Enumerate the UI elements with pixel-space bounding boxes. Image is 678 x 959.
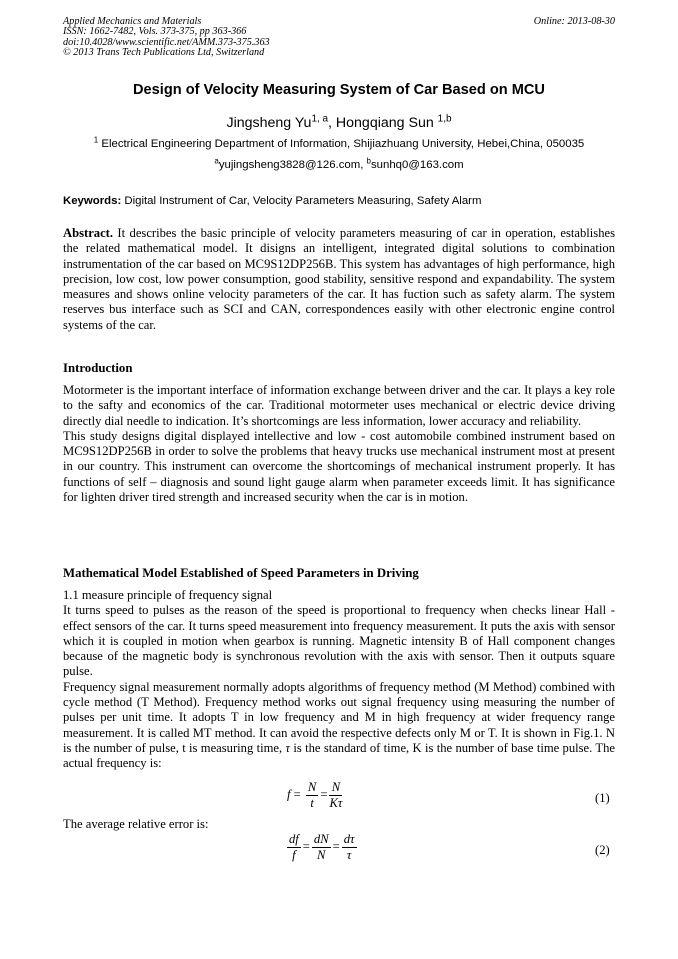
eq-operator: = (302, 839, 310, 854)
equation-number-2: (2) (595, 843, 610, 857)
email-line (63, 156, 615, 171)
eq-operator: = (332, 839, 340, 854)
equation-number-1: (1) (595, 791, 610, 805)
affiliation-text: Electrical Engineering Department of Information, Shijiazhuang University, Hebei,China, 050035 (98, 138, 585, 150)
fraction (287, 832, 301, 863)
keywords-text: Digital Instrument of Car, Velocity Parameters Measuring, Safety Alarm (121, 195, 482, 207)
equation-2 (285, 832, 359, 863)
paragraph: It turns speed to pulses as the reason of the speed is proportional to frequency when checks linear Hall - effect sensors of the car. It turns speed measurement into frequency measurement. It puts the axis with sensor which it is coupled in motion when gearbox is running. Magnetic intensity B of Hall component changes because of the magnetic body is synchronous revolution with the axis with sensor. Then it outputs square pulse. (63, 603, 615, 679)
author-name: Jingsheng Yu (226, 115, 312, 131)
numerator: N (329, 780, 342, 796)
section-heading-introduction: Introduction (63, 361, 133, 375)
journal-name: Applied Mechanics and Materials (63, 16, 202, 27)
abstract (63, 226, 615, 333)
denominator: τ (346, 848, 352, 862)
denominator: Kτ (329, 796, 343, 810)
fraction (312, 832, 331, 863)
numerator: dN (313, 832, 329, 846)
denominator: N (317, 848, 326, 862)
keywords (63, 195, 615, 207)
fraction (329, 780, 342, 811)
email-a: yujingsheng3828@126.com, (218, 159, 367, 171)
subsection-heading: 1.1 measure principle of frequency signal (63, 588, 273, 602)
online-date: Online: 2013-08-30 (533, 16, 615, 27)
email-superscript: a (214, 156, 219, 166)
equation-1 (287, 780, 344, 811)
journal-header (63, 17, 615, 59)
section-heading-model: Mathematical Model Established of Speed Parameters in Driving (63, 566, 419, 580)
affiliation-superscript: 1 (93, 135, 99, 145)
issn-line: ISSN: 1662-7482, Vols. 373-375, pp 363-366 (63, 26, 247, 38)
author-superscript: 1,b (437, 113, 452, 125)
eq-symbol: f (287, 787, 291, 802)
paragraph: This study designs digital displayed intellective and low - cost automobile combined instrument based on MC9S12DP256B in order to solve the problems that heavy trucks use mechanical instrument most at present in our country. This instrument can overcome the shortcomings of mechanical instrument properly. It has functions of self – diagnosis and sound light gauge alarm when parameter exceeds limit. It has significance for lighten driver tired strength and increased security when the car is in motion. (63, 428, 615, 505)
affiliation (63, 135, 615, 150)
author-name: Hongqiang Sun (335, 115, 438, 131)
author-line (63, 115, 615, 131)
numerator: N (307, 780, 317, 794)
introduction-body (63, 383, 615, 505)
email-b: sunhq0@163.com (370, 159, 464, 171)
denominator: f (292, 848, 296, 862)
keywords-label: Keywords: (63, 195, 122, 207)
abstract-text: It describes the basic principle of velocity parameters measuring of car in operation, establishes the related mathematical model. It disigns an intelligent, integrated digital solutions to combination instrumentation of the car based on MC9S12DP256B. This system has advantages of high performance, high precision, low cost, low power consumption, good stability, sensitive respond and expandability. The system measures and shows online velocity parameters of the car. It has fuction such as safety alarm. The system reserves bus interface such as SCI and CAN, correspondences easily with other electronic engine control systems of the car. (63, 226, 615, 332)
numerator: df (289, 832, 299, 846)
paper-title: Design of Velocity Measuring System of Car Based on MCU (133, 82, 545, 98)
email-superscript: b (366, 156, 371, 166)
doi-line: doi:10.4028/www.scientific.net/AMM.373-375.363 (63, 36, 270, 48)
denominator: t (310, 796, 314, 810)
author-superscript: 1, a (311, 113, 329, 125)
paragraph-text: is the standard of time, K is the number of base time pulse. The actual frequency is: (63, 740, 615, 771)
author-separator: , (328, 115, 336, 131)
fraction (306, 780, 318, 811)
paragraph: Motormeter is the important interface of information exchange between driver and the car. It plays a key role to the safty and economics of the car. Traditional motormeter uses mechanical or electric device driving directly dial needle to indication. It’s shortcomings are less information, lower accuracy and reliability. (63, 383, 615, 428)
paragraph: The average relative error is: (63, 817, 209, 831)
model-body (63, 588, 615, 772)
copyright-line: © 2013 Trans Tech Publications Ltd, Switzerland (63, 47, 265, 59)
fraction (342, 832, 357, 863)
abstract-label: Abstract. (63, 226, 114, 240)
paragraph (63, 680, 615, 772)
numerator: dτ (343, 832, 355, 846)
eq-operator: = (293, 787, 301, 802)
paragraph-text: Frequency signal measurement normally adopts algorithms of frequency method (M Method) combined with cycle method (T Method). Frequency method works out signal frequency using measuring the number of pulses per unit time. It adopts T in low frequency and M in high frequency at wider frequency range measurement. It is called MT method. It can avoid the respective defects only M or T. It is shown in Fig.1. N is the number of pulse, t is measuring time, (63, 679, 615, 755)
tau-symbol: τ (285, 740, 290, 755)
eq-operator: = (320, 787, 328, 802)
error-intro (63, 817, 615, 832)
